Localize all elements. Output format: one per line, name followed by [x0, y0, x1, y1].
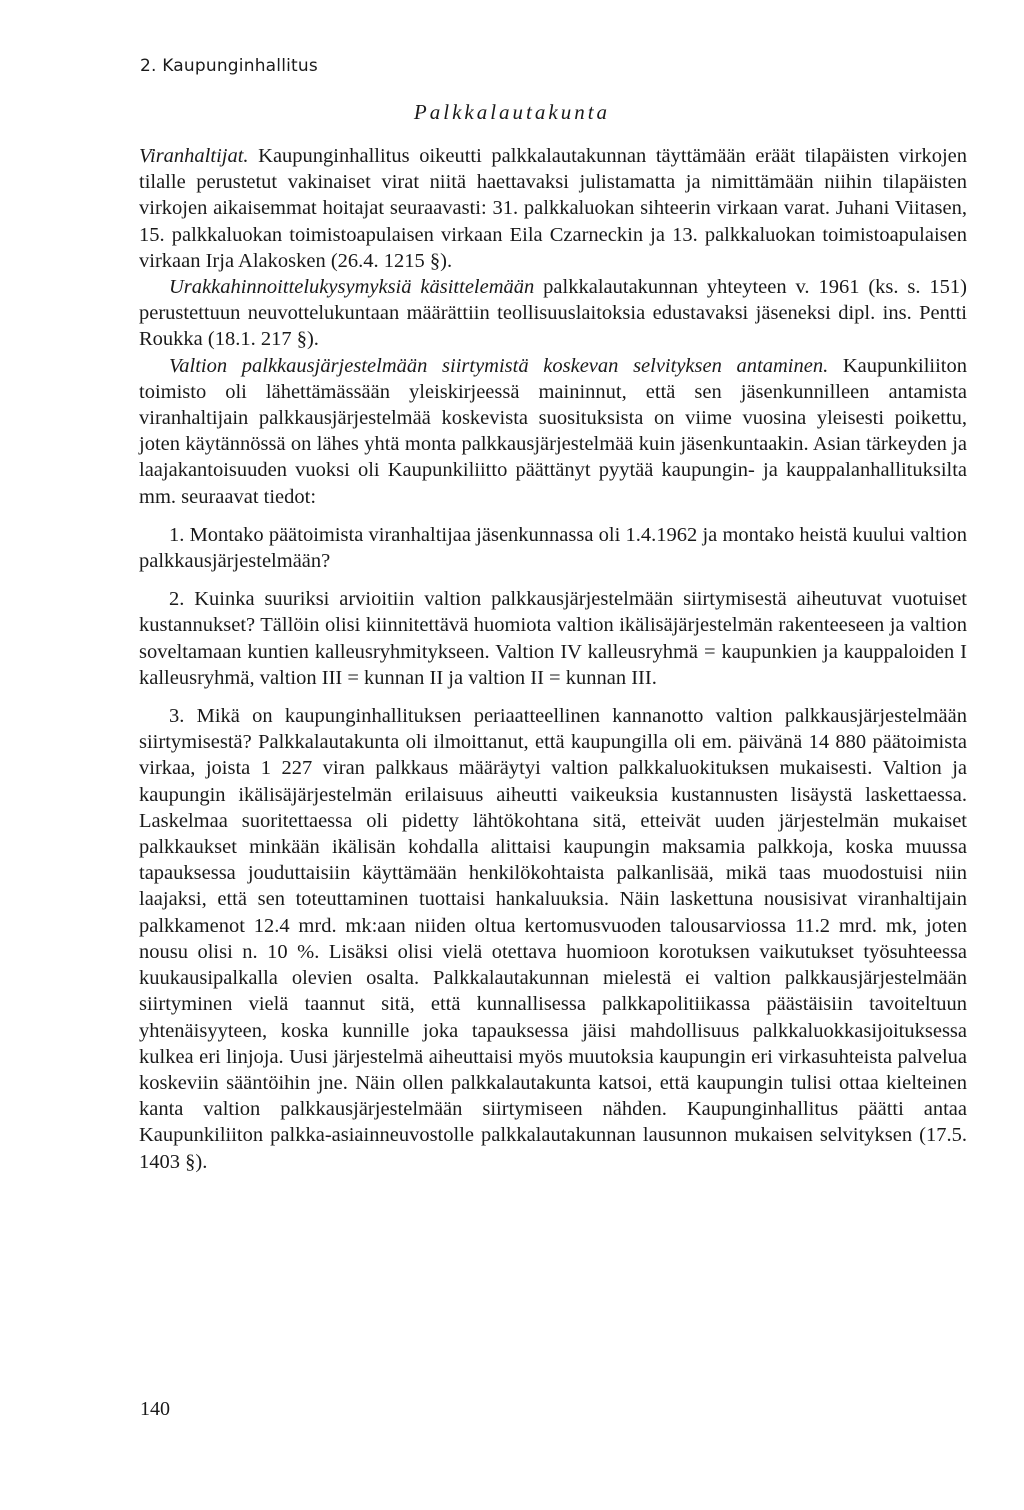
paragraph-text: Kaupunginhallitus oikeutti palkkalautakunnan täyttämään eräät tilapäisten virkojen tilalle perustetut vakinaiset virat niitä haettavaksi julistamatta ja nimittämään niihin tilapäisten virkojen aikaisemmat hoitajat seuraavasti: 31. palkkaluokan sihteerin virkaan varat. Juhani Viitasen, 15. palkkaluokan toimistoapulaisen virkaan Eila Czarneckin ja 13. palkkaluokan toimistoapulaisen virkaan Irja Alakosken (26.4. 1215 §).	[139, 145, 967, 272]
question-item-1: 1. Montako päätoimista viranhaltijaa jäsenkunnassa oli 1.4.1962 ja montako heistä kuului valtion palkkausjärjestelmään?	[139, 523, 967, 573]
running-head: 2. Kaupunginhallitus	[140, 56, 318, 76]
paragraph-lead: Viranhaltijat.	[139, 145, 249, 167]
paragraph-valtion-palkkausjarjestelma	[139, 353, 967, 510]
body-text	[139, 143, 967, 1175]
paragraph-lead: Valtion palkkausjärjestelmään siirtymistä koskevan selvityksen antaminen.	[169, 354, 829, 377]
question-item-2: 2. Kuinka suuriksi arvioitiin valtion palkkausjärjestelmään siirtymisestä aiheutuvat vuotuiset kustannukset? Tällöin olisi kiinnitettävä huomiota valtion ikälisäjärjestelmän rakenteeseen ja valtion soveltamaan kuntien kalleusryhmitykseen. Valtion IV kalleusryhmä = kaupunkien ja kauppaloiden I kalleusryhmä, valtion III = kunnan II ja valtion II = kunnan III.	[139, 588, 967, 689]
paragraph-urakkahinnoittelu	[139, 274, 967, 353]
paragraph-text: Kaupunkiliiton toimisto oli lähettämässään yleiskirjeessä maininnut, että sen jäsenkunnilleen antamista viranhaltijain palkkausjärjestelmää koskevista suosituksista on viime vuosina yleisesti poikettu, joten käytännössä on lähes yhtä monta palkkausjärjestelmää kuin jäsenkuntaakin. Asian tärkeyden ja laajakantoisuuden vuoksi oli Kaupunkiliitto päättänyt pyytää kaupungin- ja kauppalanhallituksilta mm. seuraavat tiedot:	[139, 354, 968, 508]
paragraph-viranhaltijat	[139, 143, 967, 274]
paragraph-lead: Urakkahinnoittelukysymyksiä käsittelemään	[169, 276, 535, 299]
page-number: 140	[140, 1398, 170, 1420]
section-title: Palkkalautakunta	[413, 100, 611, 124]
paragraph-text: palkkalautakunnan yhteyteen v. 1961 (ks. s. 151) perustettuun neuvottelukuntaan määrättiin teollisuuslaitoksia edustavaksi jäseneksi dipl. ins. Pentti Roukka (18.1. 217 §).	[139, 276, 968, 351]
question-item-3: 3. Mikä on kaupunginhallituksen periaatteellinen kannanotto valtion palkkausjärjestelmään siirtymisestä? Palkkalautakunta oli ilmoittanut, että kaupungilla oli em. päivänä 14 880 päätoimista virkaa, joista 1 227 viran palkkaus määräytyi valtion palkkaluokituksen mukaisesti. Valtion ja kaupungin ikälisäjärjestelmän erilaisuus aiheutti vaikeuksia kustannusten lisäystä laskettaessa. Laskelmaa suoritettaessa oli pidetty lähtökohtana sitä, etteivät uuden järjestelmän mukaiset palkkaukset minkään ikälisän kohdalla alittaisi kaupungin maksamia palkkoja, koska muussa tapauksessa jouduttaisiin käyttämään henkilökohtaista palkanlisää, mikä taas muodostuisi niin laajaksi, että sen toteuttaminen tuottaisi hankaluuksia. Näin laskettuna nousisivat viranhaltijain palkkamenot 12.4 mrd. mk:aan niiden oltua kertomusvuoden talousarviossa 11.2 mrd. mk, joten nousu olisi n. 10 %. Lisäksi olisi vielä otettava huomioon korotuksen vaikutukset työsuhteessa kuukausipalkalla olevien osalta. Palkkalautakunnan mielestä ei valtion palkkausjärjestelmään siirtyminen vielä taannut sitä, että kunnallisessa palkkapolitiikassa päästäisiin tavoiteltuun yhtenäisyyteen, koska kunnille joka tapauksessa jäisi mahdollisuus palkkaluokkasijoituksessa kulkea eri linjoja. Uusi järjestelmä aiheuttaisi myös muutoksia kaupungin eri virkasuhteista palvelua koskeviin sääntöihin jne. Näin ollen palkkalautakunta katsoi, että kaupungin tulisi ottaa kielteinen kanta valtion palkkausjärjestelmään siirtymiseen nähden. Kaupunginhallitus päätti antaa Kaupunkiliiton palkka-asiainneuvostolle palkkalautakunnan lausunnon mukaisen selvityksen (17.5. 1403 §).	[139, 705, 967, 1173]
